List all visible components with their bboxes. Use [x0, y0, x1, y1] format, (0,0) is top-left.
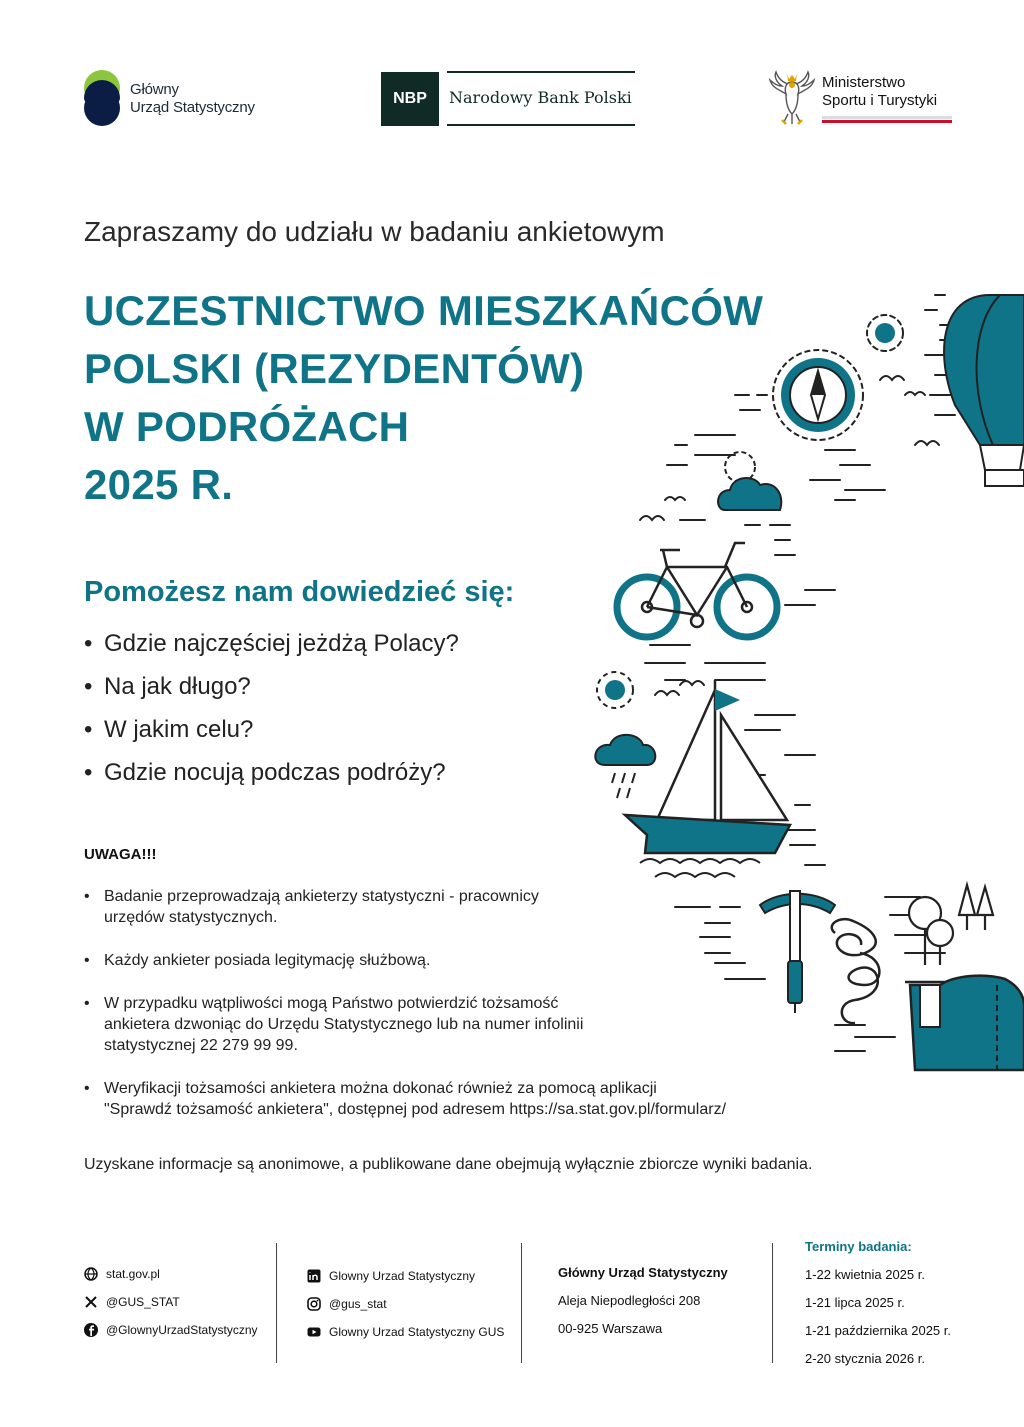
ministry-logo — [766, 68, 966, 130]
nbp-name: Narodowy Bank Polski — [449, 88, 632, 107]
question-item: • Gdzie najczęściej jeżdżą Polacy? — [84, 622, 459, 665]
x-label: @GUS_STAT — [106, 1295, 180, 1309]
term-date: 2-20 stycznia 2026 r. — [805, 1351, 925, 1366]
address-name: Główny Urząd Statystyczny — [558, 1265, 728, 1280]
questions-list — [84, 622, 459, 794]
gus-logo-line2: Urząd Statystyczny — [130, 99, 255, 116]
warning-item3-line1: • W przypadku wątpliwości mogą Państwo potwierdzić tożsamość — [104, 995, 559, 1012]
warning-item3-line2: ankietera dzwoniąc do Urzędu Statystycznego lub na numer infolinii — [104, 1016, 584, 1033]
website-label: stat.gov.pl — [106, 1267, 160, 1281]
invitation-text: Zapraszamy do udziału w badaniu ankietowym — [84, 216, 665, 247]
ministry-logo-line2: Sportu i Turystyki — [822, 92, 938, 109]
question-item: • Gdzie nocują podczas podróży? — [84, 751, 459, 794]
facebook-label: @GlownyUrzadStatystyczny — [106, 1323, 258, 1337]
survey-terms — [805, 1239, 951, 1379]
footer-divider — [276, 1243, 277, 1363]
address-street: Aleja Niepodległości 208 — [558, 1293, 701, 1308]
warning-item1-line2: urzędów statystycznych. — [104, 909, 278, 926]
rain-cloud-icon — [595, 735, 655, 798]
compass-icon — [773, 350, 863, 440]
sun-icon — [605, 680, 625, 700]
instagram-label: @gus_stat — [329, 1297, 387, 1311]
nbp-rule-top — [447, 71, 635, 73]
address-city: 00-925 Warszawa — [558, 1321, 663, 1336]
cloud-icon — [718, 452, 781, 510]
youtube-icon — [307, 1325, 321, 1339]
birds-icon — [640, 376, 939, 695]
term-date: 1-21 lipca 2025 r. — [805, 1295, 905, 1310]
tent-icon — [905, 976, 1024, 1070]
warning-heading: UWAGA!!! — [84, 846, 157, 863]
rope-icon — [832, 919, 880, 1023]
ministry-logo-line1: Ministerstwo — [822, 74, 906, 91]
sailboat-icon — [625, 680, 790, 877]
warning-item2-line1: • Każdy ankieter posiada legitymację służbową. — [104, 952, 431, 969]
anonymity-note: Uzyskane informacje są anonimowe, a publikowane dane obejmują wyłącznie zbiorcze wyniki badania. — [84, 1156, 813, 1173]
x-icon — [84, 1295, 98, 1309]
flag-stripe-red — [822, 120, 952, 123]
linkedin-icon — [307, 1269, 321, 1283]
nbp-rule-bottom — [447, 124, 635, 126]
facebook-icon — [84, 1323, 98, 1337]
footer-divider — [772, 1243, 773, 1363]
ice-axe-icon — [760, 891, 835, 1013]
flag-stripe-white — [822, 116, 952, 119]
hot-air-balloon-icon — [944, 295, 1024, 486]
help-heading: Pomożesz nam dowiedzieć się: — [84, 576, 515, 608]
question-item: • Na jak długo? — [84, 665, 459, 708]
title-line3: W PODRÓŻACH — [84, 403, 410, 450]
instagram-icon — [307, 1297, 321, 1311]
linkedin-label: Glowny Urzad Statystyczny — [329, 1269, 476, 1283]
gus-logo — [82, 70, 272, 130]
globe-icon — [84, 1267, 98, 1281]
warning-item1-line1: • Badanie przeprowadzają ankieterzy statystyczni - pracownicy — [104, 888, 539, 905]
travel-illustration — [585, 285, 1024, 1085]
terms-heading: Terminy badania: — [805, 1239, 912, 1254]
footer-address — [558, 1265, 728, 1349]
sun-icon — [875, 323, 895, 343]
title-line1: UCZESTNICTWO MIESZKAŃCÓW — [84, 287, 764, 334]
warning-item3-line3: statystycznej 22 279 99 99. — [104, 1037, 298, 1054]
eagle-emblem-icon — [766, 68, 818, 128]
warning-item4-line2: "Sprawdź tożsamość ankietera", dostępnej pod adresem https://sa.stat.gov.pl/formularz/ — [104, 1101, 727, 1118]
gus-logo-mark-icon — [82, 70, 122, 128]
youtube-label: Glowny Urzad Statystyczny GUS — [329, 1325, 505, 1339]
warning-item4-line1: • Weryfikacji tożsamości ankietera można dokonać również za pomocą aplikacji — [104, 1080, 657, 1097]
nbp-abbr: NBP — [381, 72, 439, 126]
title-line2: POLSKI (REZYDENTÓW) — [84, 345, 585, 392]
term-date: 1-21 października 2025 r. — [805, 1323, 951, 1338]
term-date: 1-22 kwietnia 2025 r. — [805, 1267, 925, 1282]
nbp-logo — [381, 71, 637, 127]
bicycle-icon — [617, 543, 777, 637]
question-item: • W jakim celu? — [84, 708, 459, 751]
gus-logo-line1: Główny — [130, 81, 179, 98]
footer-divider — [521, 1243, 522, 1363]
title-line4: 2025 R. — [84, 461, 234, 508]
